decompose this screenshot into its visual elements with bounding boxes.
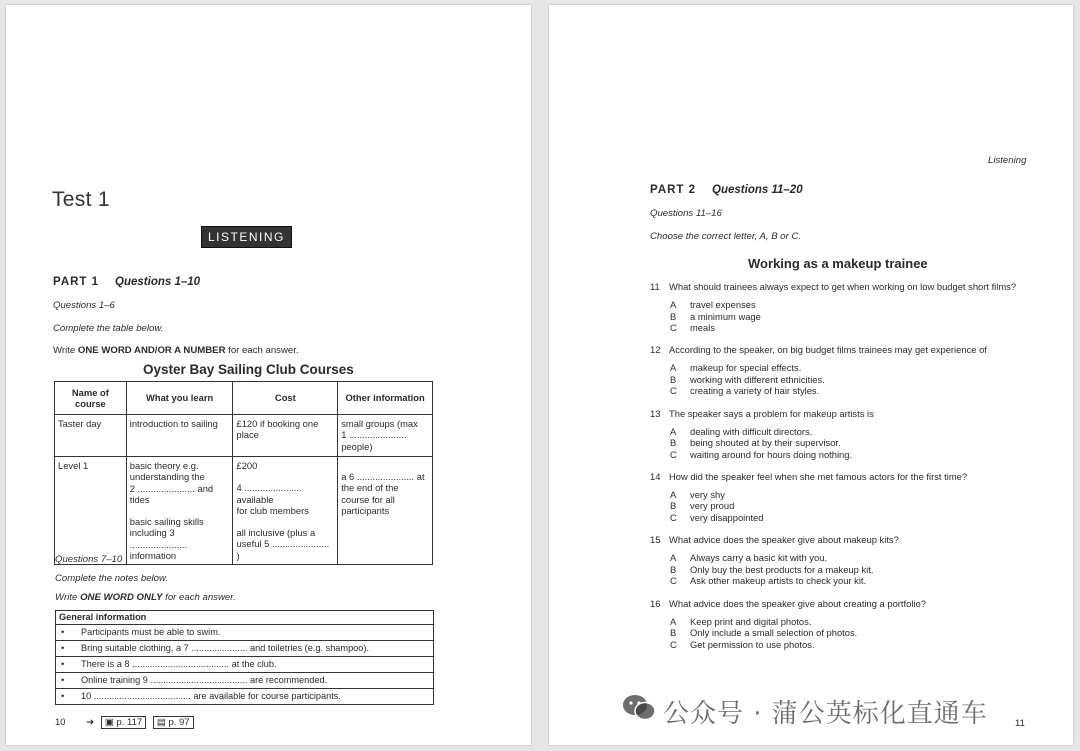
arrow-icon: ➔ (86, 717, 95, 728)
left-page (6, 5, 531, 745)
option-text: Keep print and digital photos. (690, 615, 812, 627)
watermark-text: 公众号 · 蒲公英标化直通车 (663, 699, 988, 729)
option-12-b (670, 374, 825, 385)
part1-heading (53, 276, 200, 288)
option-text: Get permission to use photos. (690, 638, 815, 650)
option-letter: B (670, 627, 677, 638)
option-letter: A (670, 552, 677, 564)
footer (55, 717, 194, 728)
question-number: 12 (650, 344, 661, 356)
option-letter: A (670, 299, 677, 310)
instruction-one-word (55, 592, 236, 603)
notes-header: General information (59, 612, 147, 622)
instruction-notes: Complete the notes below. (55, 573, 169, 584)
option-text: a minimum wage (690, 310, 761, 322)
option-text: Only include a small selection of photos. (690, 627, 858, 638)
cell-line (236, 471, 334, 482)
part1-label: PART 1 (53, 276, 100, 288)
courses-table (54, 381, 433, 565)
question-number: 15 (650, 534, 661, 546)
answer-ref: ▣ p. 117 (101, 716, 146, 729)
cell-line: introduction to sailing (129, 418, 218, 429)
option-text: very shy (690, 488, 725, 500)
option-16-a (670, 616, 811, 627)
option-11-a (670, 299, 756, 310)
question-15 (650, 534, 899, 545)
option-text: Only buy the best products for a makeup kit. (690, 563, 874, 575)
cell-line: people) (341, 440, 373, 452)
question-text: The speaker says a problem for makeup artists is (669, 407, 874, 419)
instr-text: for each answer. (162, 592, 236, 603)
option-text: Ask other makeup artists to check your kit. (690, 575, 867, 587)
notes-item (56, 688, 433, 704)
part2-questions: Questions 11–20 (712, 184, 803, 196)
part1-questions: Questions 1–10 (115, 276, 201, 288)
bullet-icon: • (61, 659, 65, 669)
cell-line: understanding the (129, 471, 205, 483)
option-15-b (670, 564, 873, 575)
question-16 (650, 598, 926, 609)
option-letter: A (670, 615, 677, 627)
cost-cell (233, 457, 338, 565)
ref2: p. 97 (168, 717, 190, 728)
header-other: Other information (338, 382, 433, 415)
cell-line (130, 505, 230, 516)
cell-line: a 6 ...................... at (341, 471, 425, 482)
table-row (55, 457, 433, 565)
question-number: 16 (650, 597, 661, 609)
question-text: What advice does the speaker give about makeup kits? (669, 534, 899, 546)
cell-line: 4 ...................... available (236, 482, 302, 505)
option-text: waiting around for hours doing nothing. (690, 448, 853, 460)
cell-line: the end of the (341, 482, 399, 494)
question-text: According to the speaker, on big budget films trainees may get experience of (669, 344, 987, 356)
option-letter: C (670, 511, 677, 523)
notes-item-text: Participants must be able to swim. (81, 627, 221, 637)
right-page (549, 5, 1073, 745)
instruction-word-limit (53, 345, 299, 356)
part2-heading (650, 184, 803, 196)
cell-line: information (129, 549, 177, 561)
option-text: travel expenses (690, 299, 756, 310)
ref1: p. 117 (116, 717, 143, 728)
bullet-icon: • (61, 627, 65, 637)
option-letter: B (670, 373, 677, 385)
option-letter: A (670, 488, 677, 500)
question-number: 11 (650, 281, 660, 292)
cell-line: £200 (236, 460, 258, 471)
cell-line (341, 460, 429, 471)
course-name-cell: Level 1 (55, 457, 127, 565)
table-title: Oyster Bay Sailing Club Courses (143, 362, 354, 377)
cell-line: course for all (341, 493, 395, 505)
cell-line: for club members (236, 504, 309, 516)
option-11-c (670, 322, 715, 333)
cell-line: 2 ...................... and tides (129, 482, 214, 505)
option-letter: C (670, 322, 677, 333)
option-15-c (670, 575, 866, 586)
cell-line: basic sailing skills (129, 516, 204, 528)
header-cost: Cost (233, 382, 338, 415)
questions-1-6: Questions 1–6 (53, 300, 115, 311)
test-title: Test 1 (52, 188, 110, 211)
cell-line: small groups (max (341, 418, 418, 429)
option-letter: B (670, 437, 677, 449)
page-number-right: 11 (1015, 718, 1025, 729)
notes-box (55, 610, 434, 705)
option-letter: B (670, 310, 677, 322)
wechat-icon (621, 693, 657, 730)
option-15-a (670, 552, 827, 563)
question-text: How did the speaker feel when she met famous actors for the first time? (669, 470, 968, 482)
option-letter: A (670, 362, 677, 374)
table-row (55, 415, 433, 457)
option-13-a (670, 426, 812, 437)
option-letter: A (670, 425, 677, 437)
cell-line: 1 ...................... (341, 429, 407, 441)
cell-line: £120 if booking one place (236, 418, 319, 441)
part2-title: Working as a makeup trainee (748, 256, 928, 271)
header-name: Name of course (55, 382, 127, 415)
instr-text: Write (55, 592, 81, 603)
section-label: LISTENING (201, 226, 292, 248)
notes-item-text: 10 ...................................... are available for course participants. (81, 691, 341, 701)
option-13-b (670, 437, 841, 448)
option-14-c (670, 512, 764, 523)
running-head: Listening (988, 155, 1027, 166)
option-12-a (670, 362, 801, 373)
notes-item (56, 624, 433, 640)
question-12 (650, 344, 987, 355)
other-cell (338, 457, 433, 565)
option-letter: C (670, 385, 677, 397)
option-text: makeup for special effects. (690, 362, 802, 374)
option-text: very proud (690, 500, 735, 512)
instruction-choose: Choose the correct letter, A, B or C. (650, 231, 802, 242)
bullet-icon: • (61, 691, 65, 701)
cell-line (236, 516, 334, 527)
bullet-icon: • (61, 643, 65, 653)
option-letter: C (670, 575, 677, 587)
questions-7-10: Questions 7–10 (55, 554, 123, 565)
option-text: Always carry a basic kit with you. (690, 552, 828, 564)
option-16-b (670, 627, 857, 638)
cell-line: useful 5 ...................... ) (236, 538, 330, 561)
option-14-b (670, 500, 734, 511)
option-letter: C (670, 638, 677, 650)
transcript-ref: ▤ p. 97 (153, 716, 194, 729)
question-14 (650, 471, 967, 482)
watermark (621, 693, 988, 730)
option-letter: B (670, 500, 677, 512)
cell-line: participants (341, 504, 390, 516)
header-learn: What you learn (126, 382, 233, 415)
option-letter: B (670, 563, 677, 575)
option-13-c (670, 449, 852, 460)
notes-item (56, 640, 433, 656)
option-14-a (670, 489, 725, 500)
option-text: meals (690, 322, 716, 333)
learn-cell (126, 457, 233, 565)
course-name-cell: Taster day (55, 415, 127, 457)
option-letter: C (670, 448, 677, 460)
question-text: What should trainees always expect to get when working on low budget short films? (669, 281, 1017, 292)
learn-cell (126, 415, 233, 457)
bullet-icon: • (61, 675, 65, 685)
question-number: 14 (650, 470, 661, 482)
questions-11-16: Questions 11–16 (650, 208, 722, 219)
instruction-table: Complete the table below. (53, 323, 164, 334)
question-11 (650, 281, 1016, 292)
question-13 (650, 408, 874, 419)
option-text: creating a variety of hair styles. (690, 385, 820, 397)
notes-item-text: There is a 8 ...................................... at the club. (81, 659, 277, 669)
instr-text: Write (53, 345, 78, 356)
option-12-c (670, 385, 819, 396)
question-number: 13 (650, 407, 661, 419)
notes-item (56, 672, 433, 688)
option-text: dealing with difficult directors. (690, 425, 813, 437)
notes-item-text: Online training 9 ...................................... are recommended. (81, 675, 328, 685)
instr-bold: ONE WORD AND/OR A NUMBER (77, 345, 226, 356)
option-text: very disappointed (690, 511, 764, 523)
part2-label: PART 2 (650, 184, 697, 196)
instr-text: for each answer. (225, 345, 299, 356)
instr-bold: ONE WORD ONLY (80, 592, 163, 603)
option-text: being shouted at by their supervisor. (690, 437, 841, 449)
page-number: 10 (55, 717, 66, 728)
cell-line: all inclusive (plus a (236, 527, 316, 539)
cell-line: basic theory e.g. (129, 460, 199, 471)
option-16-c (670, 639, 815, 650)
cost-cell (233, 415, 338, 457)
notes-item-text: Bring suitable clothing, a 7 ...................... and toiletries (e.g. shampoo). (81, 643, 370, 653)
cell-line: including 3 ...................... (129, 527, 188, 550)
question-text: What advice does the speaker give about creating a portfolio? (669, 597, 926, 609)
option-11-b (670, 311, 761, 322)
notes-item (56, 656, 433, 672)
other-cell (338, 415, 433, 457)
option-text: working with different ethnicities. (690, 373, 825, 385)
